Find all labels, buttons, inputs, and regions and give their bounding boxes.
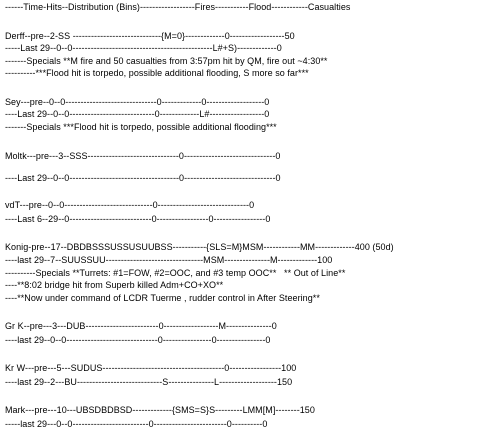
derff-last-line: -----Last 29--0--0----------------------------------------------L#+S)-------------0 [5, 43, 282, 53]
moltk-last-line: ----Last 29--0--0------------------------------------0------------------------------0 [5, 173, 281, 183]
konig-bridge-note: ----**8:02 bridge hit from Superb killed Adm+CO+XO** [5, 280, 224, 290]
grk-last-line: ----last 29--0--0------------------------------0----------------0----------------0 [5, 335, 271, 345]
sey-last-line: ----Last 29--0--0----------------------------0-------------L#------------------0 [5, 109, 270, 119]
mark-pre-line: Mark---pre---10---UBSDBDBSD-------------{SMS=S}S---------LMM[M]--------150 [5, 405, 315, 415]
konig-pre-line: Konig-pre--17--DBDBSSSUSSUSUUBSS-----------{SLS=M}MSM------------MM-------------400 (50d) [5, 242, 394, 252]
konig-last-line: ----last 29--7--SUUSSUU--------------------------------MSM---------------M-------------100 [5, 255, 333, 265]
konig-command-note: ----**Now under command of LCDR Tuerme , rudder control in After Steering** [5, 293, 320, 303]
derff-specials-line: -------Specials **M fire and 50 casualties from 3:57pm hit by QM, fire out ~4:30** [5, 56, 328, 66]
header-line: ------Time-Hits--Distribution (Bins)------------------Fires-----------Flood------------Casualties [5, 2, 351, 12]
moltk-pre-line: Moltk---pre---3--SSS------------------------------0------------------------------0 [5, 151, 281, 161]
derff-pre-line: Derff--pre--2-SS -----------------------------{M=0}-------------0------------------50 [5, 31, 295, 41]
vdt-last-line: ----Last 6--29--0---------------------------0-----------------0-----------------0 [5, 214, 271, 224]
krw-pre-line: Kr W---pre---5---SUDUS----------------------------------------0-----------------100 [5, 363, 297, 373]
sey-specials-line: -------Specials ***Flood hit is torpedo, possible additional flooding*** [5, 122, 277, 132]
konig-specials-line: ----------Specials **Turrets: #1=FOW, #2=OOC, and #3 temp OOC** ** Out of Line** [5, 268, 346, 278]
grk-pre-line: Gr K--pre---3---DUB------------------------0------------------M---------------0 [5, 321, 277, 331]
mark-last-line: -----last 29---0--0-------------------------0------------------------0----------0 [5, 419, 268, 429]
vdt-pre-line: vdT---pre--0--0-----------------------------0------------------------------0 [5, 200, 255, 210]
sey-pre-line: Sey---pre--0--0------------------------------0-------------0-------------------0 [5, 97, 270, 107]
derff-flood-note: ----------***Flood hit is torpedo, possible additional flooding, S more so far*** [5, 68, 309, 78]
krw-last-line: ----last 29--2---BU----------------------------S---------------L-------------------150 [5, 377, 293, 387]
